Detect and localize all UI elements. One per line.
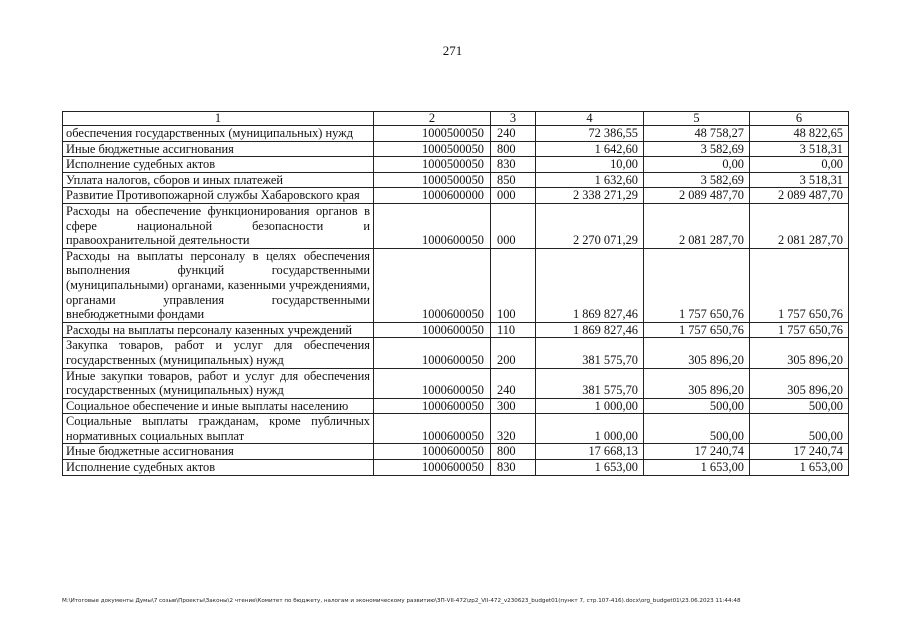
cell-expense-type: 830 xyxy=(491,157,536,173)
cell-amount-col6: 1 653,00 xyxy=(750,460,849,476)
budget-table xyxy=(62,111,849,476)
cell-target-code: 1000500050 xyxy=(374,172,491,188)
cell-target-code: 1000600050 xyxy=(374,322,491,338)
cell-name: Расходы на выплаты персоналу казенных учреждений xyxy=(63,322,374,338)
cell-amount-col5: 2 081 287,70 xyxy=(644,203,750,248)
cell-name: Расходы на обеспечение функционирования органов в сфере национальной безопасности и правоохранительной деятельности xyxy=(63,203,374,248)
cell-amount-col4: 381 575,70 xyxy=(536,368,644,398)
cell-expense-type: 240 xyxy=(491,126,536,142)
column-header: 5 xyxy=(644,112,750,126)
cell-amount-col4: 1 869 827,46 xyxy=(536,248,644,322)
cell-amount-col5: 1 757 650,76 xyxy=(644,248,750,322)
cell-amount-col6: 48 822,65 xyxy=(750,126,849,142)
cell-amount-col6: 17 240,74 xyxy=(750,444,849,460)
table-row xyxy=(63,398,849,414)
cell-amount-col5: 305 896,20 xyxy=(644,368,750,398)
cell-amount-col5: 17 240,74 xyxy=(644,444,750,460)
cell-amount-col6: 3 518,31 xyxy=(750,141,849,157)
cell-name: обеспечения государственных (муниципальных) нужд xyxy=(63,126,374,142)
cell-expense-type: 300 xyxy=(491,398,536,414)
cell-amount-col4: 10,00 xyxy=(536,157,644,173)
cell-expense-type: 850 xyxy=(491,172,536,188)
table-row xyxy=(63,126,849,142)
cell-target-code: 1000500050 xyxy=(374,141,491,157)
cell-target-code: 1000600050 xyxy=(374,368,491,398)
cell-amount-col4: 381 575,70 xyxy=(536,338,644,368)
cell-expense-type: 200 xyxy=(491,338,536,368)
cell-name: Иные бюджетные ассигнования xyxy=(63,444,374,460)
cell-amount-col4: 2 270 071,29 xyxy=(536,203,644,248)
column-header: 3 xyxy=(491,112,536,126)
cell-target-code: 1000600050 xyxy=(374,414,491,444)
cell-target-code: 1000600050 xyxy=(374,248,491,322)
page-number: 271 xyxy=(442,43,463,58)
cell-name: Развитие Противопожарной службы Хабаровского края xyxy=(63,188,374,204)
table-header-row xyxy=(63,112,849,126)
cell-amount-col5: 48 758,27 xyxy=(644,126,750,142)
cell-name: Уплата налогов, сборов и иных платежей xyxy=(63,172,374,188)
cell-amount-col5: 500,00 xyxy=(644,398,750,414)
cell-amount-col5: 2 089 487,70 xyxy=(644,188,750,204)
cell-amount-col4: 1 632,60 xyxy=(536,172,644,188)
table-row xyxy=(63,444,849,460)
cell-expense-type: 800 xyxy=(491,444,536,460)
cell-target-code: 1000600050 xyxy=(374,338,491,368)
cell-name: Исполнение судебных актов xyxy=(63,157,374,173)
cell-name: Социальное обеспечение и иные выплаты населению xyxy=(63,398,374,414)
table-row xyxy=(63,248,849,322)
column-header: 4 xyxy=(536,112,644,126)
cell-target-code: 1000600050 xyxy=(374,398,491,414)
cell-amount-col4: 17 668,13 xyxy=(536,444,644,460)
cell-amount-col4: 2 338 271,29 xyxy=(536,188,644,204)
cell-amount-col4: 1 000,00 xyxy=(536,398,644,414)
cell-amount-col6: 1 757 650,76 xyxy=(750,248,849,322)
table-row xyxy=(63,172,849,188)
cell-expense-type: 240 xyxy=(491,368,536,398)
cell-amount-col4: 1 653,00 xyxy=(536,460,644,476)
cell-amount-col4: 1 642,60 xyxy=(536,141,644,157)
column-header: 2 xyxy=(374,112,491,126)
cell-amount-col5: 500,00 xyxy=(644,414,750,444)
table-row xyxy=(63,157,849,173)
cell-expense-type: 100 xyxy=(491,248,536,322)
table-row xyxy=(63,338,849,368)
cell-amount-col6: 500,00 xyxy=(750,398,849,414)
column-header: 6 xyxy=(750,112,849,126)
cell-name: Иные бюджетные ассигнования xyxy=(63,141,374,157)
column-header: 1 xyxy=(63,112,374,126)
cell-amount-col5: 1 757 650,76 xyxy=(644,322,750,338)
cell-expense-type: 000 xyxy=(491,188,536,204)
table-row xyxy=(63,414,849,444)
cell-target-code: 1000600050 xyxy=(374,444,491,460)
cell-expense-type: 830 xyxy=(491,460,536,476)
cell-amount-col4: 1 000,00 xyxy=(536,414,644,444)
table-row xyxy=(63,141,849,157)
cell-amount-col6: 500,00 xyxy=(750,414,849,444)
cell-name: Расходы на выплаты персоналу в целях обеспечения выполнения функций государственными (муниципальными) органами, казенными учреждениями, органами управления государственными внебюджетными фондами xyxy=(63,248,374,322)
cell-amount-col6: 3 518,31 xyxy=(750,172,849,188)
cell-name: Социальные выплаты гражданам, кроме публичных нормативных социальных выплат xyxy=(63,414,374,444)
cell-amount-col6: 2 081 287,70 xyxy=(750,203,849,248)
cell-target-code: 1000600000 xyxy=(374,188,491,204)
cell-name: Закупка товаров, работ и услуг для обеспечения государственных (муниципальных) нужд xyxy=(63,338,374,368)
cell-target-code: 1000500050 xyxy=(374,126,491,142)
cell-amount-col5: 3 582,69 xyxy=(644,172,750,188)
cell-name: Исполнение судебных актов xyxy=(63,460,374,476)
cell-target-code: 1000500050 xyxy=(374,157,491,173)
cell-name: Иные закупки товаров, работ и услуг для обеспечения государственных (муниципальных) нужд xyxy=(63,368,374,398)
table-row xyxy=(63,322,849,338)
cell-expense-type: 320 xyxy=(491,414,536,444)
cell-amount-col4: 72 386,55 xyxy=(536,126,644,142)
cell-amount-col5: 0,00 xyxy=(644,157,750,173)
footer-file-path: M:\Итоговые документы Думы\7 созыв\Проекты\Законы\2 чтение\Комитет по бюджету, налогам и экономическому развитию\ЗП-VII-472\zp2_VII-472_v230623_budget01(пункт 7, стр.107-416).docx\org_budget01\23.06.2023 11:44:48 xyxy=(62,598,741,604)
cell-amount-col5: 305 896,20 xyxy=(644,338,750,368)
table-row xyxy=(63,368,849,398)
cell-amount-col6: 1 757 650,76 xyxy=(750,322,849,338)
cell-target-code: 1000600050 xyxy=(374,460,491,476)
table-row xyxy=(63,460,849,476)
table-row xyxy=(63,203,849,248)
cell-expense-type: 110 xyxy=(491,322,536,338)
cell-amount-col6: 0,00 xyxy=(750,157,849,173)
cell-amount-col6: 305 896,20 xyxy=(750,368,849,398)
cell-amount-col6: 2 089 487,70 xyxy=(750,188,849,204)
cell-amount-col4: 1 869 827,46 xyxy=(536,322,644,338)
cell-amount-col5: 3 582,69 xyxy=(644,141,750,157)
cell-expense-type: 800 xyxy=(491,141,536,157)
cell-amount-col5: 1 653,00 xyxy=(644,460,750,476)
cell-expense-type: 000 xyxy=(491,203,536,248)
table-row xyxy=(63,188,849,204)
cell-target-code: 1000600050 xyxy=(374,203,491,248)
cell-amount-col6: 305 896,20 xyxy=(750,338,849,368)
